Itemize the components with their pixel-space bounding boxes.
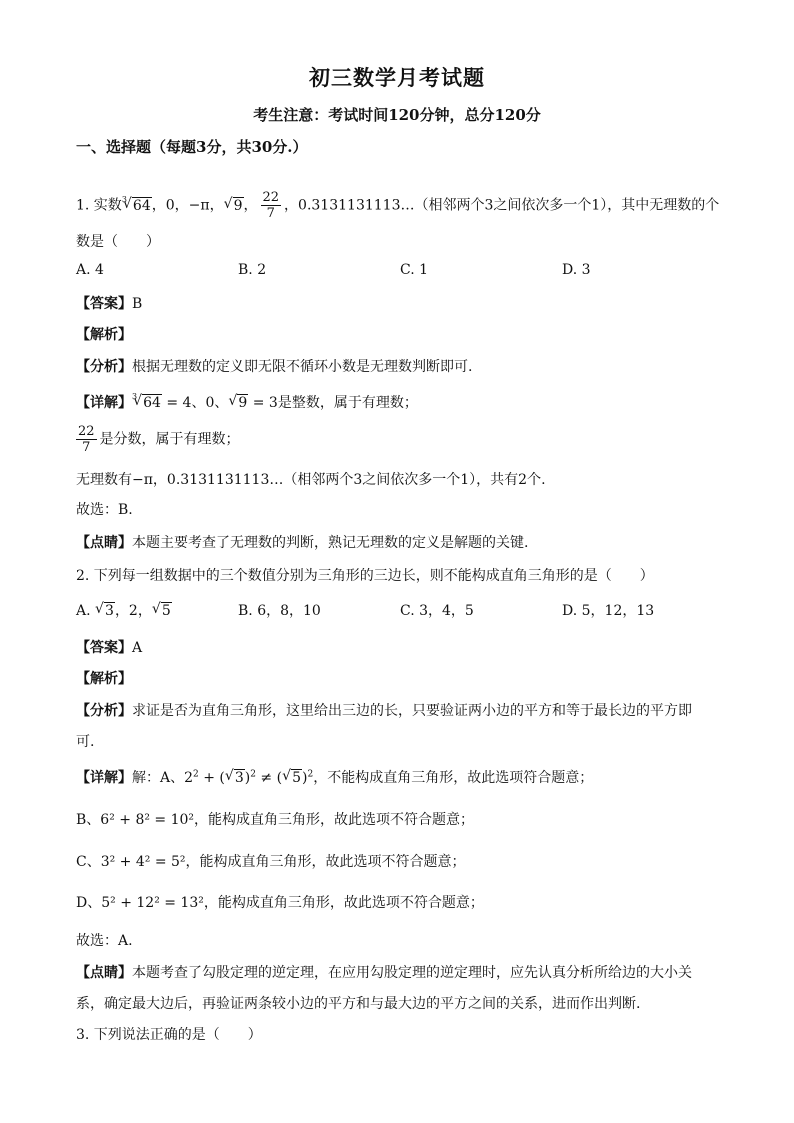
q2-choose: 故选：A. <box>76 933 133 949</box>
q1-sep: ，0，−π， <box>151 197 224 214</box>
q1-fraction: $\frac{22}{7}$ <box>262 190 280 221</box>
q1-analysis-label: 【解析】 <box>76 327 132 343</box>
q1-stem: 1. 实数$^3$√ 64，0，−π，√ 9， $\frac{22}{7}$ ，0.3131131113…（相邻两个3之间依次多一个1），其中无理数的个 <box>76 190 719 221</box>
q1-fenxi: 【分析】根据无理数的定义即无限不循环小数是无理数判断即可. <box>76 359 473 375</box>
q2-option-d: D. 5，12，13 <box>562 603 655 619</box>
q2-fenxi-line2: 可. <box>76 734 95 750</box>
q2-answer: 【答案】A <box>76 640 143 656</box>
q2-option-a: A. √ 3，2，√ 5 <box>76 600 172 620</box>
q1-cube-root: $^3$√ 64 <box>122 198 152 214</box>
q1-comment: 【点睛】本题主要考查了无理数的判断，熟记无理数的定义是解题的关键. <box>76 535 529 551</box>
q2-stem: 2. 下列每一组数据中的三个数值分别为三角形的三边长，则不能构成直角三角形的是（ ） <box>76 568 654 584</box>
q1-choose: 故选：B. <box>76 502 133 518</box>
q1-stem-line2: 数是（ ） <box>76 234 160 250</box>
q1-detail-fraction: $\frac{22}{7}$ 是分数，属于有理数； <box>78 424 240 455</box>
section-heading: 一、选择题（每题3分，共30分.） <box>76 138 308 156</box>
q1-detail-line3: 无理数有−π，0.3131131113…（相邻两个3之间依次多一个1），共有2个. <box>76 472 546 488</box>
q1-option-c: C. 1 <box>400 262 429 278</box>
q3-stem: 3. 下列说法正确的是（ ） <box>76 1027 262 1043</box>
exam-notice: 考生注意：考试时间120分钟，总分120分 <box>253 106 541 124</box>
page-title: 初三数学月考试题 <box>309 65 485 90</box>
q2-option-b: B. 6，8，10 <box>238 603 321 619</box>
q1-detail: 【详解】$^3$√ 64 = 4、0、√ 9 = 3是整数，属于有理数； <box>76 392 418 412</box>
q1-answer: 【答案】B <box>76 296 143 312</box>
q1-lead: 1. 实数 <box>76 197 122 214</box>
q2-comment: 【点睛】本题考查了勾股定理的逆定理，在应用勾股定理的逆定理时，应先认真分析所给边的大小关 <box>76 965 692 981</box>
q2-detail-a: 【详解】解：A、$2^2$ + (√ 3)$^2$ ≠ (√ 5)$^2$，不能构成直角三角形，故此选项符合题意； <box>76 767 593 787</box>
q1-sqrt: √ 9 <box>224 198 244 214</box>
q2-detail-c: C、3² + 4² = 5²，能构成直角三角形，故此选项不符合题意； <box>76 854 466 870</box>
q2-option-c: C. 3，4，5 <box>400 603 474 619</box>
q2-fenxi: 【分析】求证是否为直角三角形，这里给出三边的长，只要验证两小边的平方和等于最长边的平方即 <box>76 703 692 719</box>
q1-option-a: A. 4 <box>76 262 104 278</box>
q2-comment-line2: 系，确定最大边后，再验证两条较小边的平方和与最大边的平方之间的关系，进而作出判断. <box>76 996 641 1012</box>
q2-analysis-label: 【解析】 <box>76 671 132 687</box>
q1-tail: ，0.3131131113…（相邻两个3之间依次多一个1），其中无理数的个 <box>284 197 720 214</box>
q2-detail-b: B、6² + 8² = 10²，能构成直角三角形，故此选项不符合题意； <box>76 812 475 828</box>
q1-option-b: B. 2 <box>238 262 267 278</box>
q1-option-d: D. 3 <box>562 262 591 278</box>
q2-detail-d: D、5² + 12² = 13²，能构成直角三角形，故此选项不符合题意； <box>76 895 484 911</box>
